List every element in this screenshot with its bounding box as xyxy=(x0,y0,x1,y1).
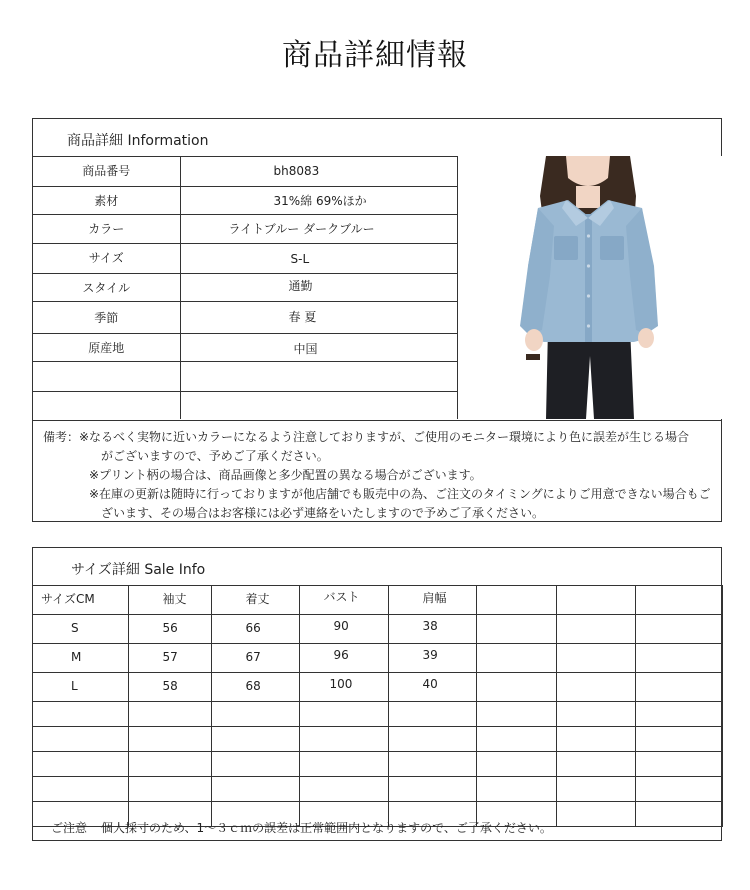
size-cell xyxy=(476,615,556,644)
size-row xyxy=(33,644,722,673)
size-cell: 58 xyxy=(128,673,211,702)
column-header: サイズCM xyxy=(33,585,128,615)
info-label: サイズ xyxy=(33,243,180,273)
info-row xyxy=(33,273,457,301)
info-header-label: 商品詳細 Information xyxy=(67,133,209,149)
info-row xyxy=(33,186,457,214)
size-cell: 39 xyxy=(388,644,476,673)
size-cell xyxy=(635,615,722,644)
product-info-table xyxy=(33,156,458,419)
info-value: S-L xyxy=(180,243,457,273)
size-row-empty xyxy=(33,702,722,727)
info-row xyxy=(33,391,457,419)
size-row xyxy=(33,615,722,644)
page-title: 商品詳細情報 xyxy=(282,38,468,73)
size-header xyxy=(33,548,721,586)
info-label: カラー xyxy=(33,214,180,243)
size-row-empty xyxy=(33,727,722,752)
size-cell: S xyxy=(33,615,128,644)
size-cell xyxy=(635,644,722,673)
info-row xyxy=(33,156,457,186)
size-cell xyxy=(635,673,722,702)
size-header-label: サイズ詳細 Sale Info xyxy=(71,562,206,578)
size-cell: 100 xyxy=(299,673,388,702)
info-row xyxy=(33,301,457,333)
column-header xyxy=(635,585,722,615)
size-cell xyxy=(556,673,635,702)
column-header: バスト xyxy=(299,585,388,615)
remark-line: ※プリント柄の場合は、商品画像と多少配置の異なる場合がございます。 xyxy=(89,468,482,482)
remarks xyxy=(33,420,721,522)
product-photo xyxy=(458,156,722,419)
info-row xyxy=(33,214,457,243)
size-cell: 57 xyxy=(128,644,211,673)
size-row-empty xyxy=(33,752,722,777)
size-row xyxy=(33,673,722,702)
column-header: 着丈 xyxy=(211,585,299,615)
info-value: 中国 xyxy=(180,333,457,361)
size-cell xyxy=(556,615,635,644)
size-table xyxy=(33,585,722,827)
size-cell xyxy=(556,644,635,673)
size-note-text: 個人採寸のため、1～３ｃｍの誤差は正常範囲内となりますので、ご了承ください。 xyxy=(101,821,552,835)
size-cell xyxy=(476,673,556,702)
info-label: 季節 xyxy=(33,301,180,333)
info-value: ライトブルー ダークブルー xyxy=(180,214,457,243)
info-value: 31%綿 69%ほか xyxy=(180,186,457,214)
size-cell: 66 xyxy=(211,615,299,644)
size-header-row xyxy=(33,585,722,615)
size-info-section xyxy=(32,547,722,841)
info-label xyxy=(33,391,180,419)
column-header: 袖丈 xyxy=(128,585,211,615)
size-row-empty xyxy=(33,777,722,802)
remark-line: ざいます、その場合はお客様には必ず連絡をいたしますので予めご了承ください。 xyxy=(101,506,545,520)
info-label: 商品番号 xyxy=(33,156,180,186)
size-cell: 96 xyxy=(299,644,388,673)
size-cell: 90 xyxy=(299,615,388,644)
info-row xyxy=(33,333,457,361)
info-label: 原産地 xyxy=(33,333,180,361)
column-header xyxy=(556,585,635,615)
info-value: bh8083 xyxy=(180,156,457,186)
size-cell xyxy=(476,644,556,673)
info-row xyxy=(33,243,457,273)
size-cell: L xyxy=(33,673,128,702)
remark-line: 備考：※なるべく実物に近いカラーになるよう注意しておりますが、ご使用のモニター環境により色に誤差が生じる場合 xyxy=(43,430,690,444)
info-label: スタイル xyxy=(33,273,180,301)
size-note xyxy=(33,813,721,841)
size-note-prefix: ご注意 xyxy=(51,821,88,835)
size-cell: 67 xyxy=(211,644,299,673)
info-value xyxy=(180,361,457,391)
info-header xyxy=(33,119,721,157)
remark-line: ※在庫の更新は随時に行っておりますが他店舗でも販売中の為、ご注文のタイミングによりご用意できない場合もご xyxy=(89,487,711,501)
info-value: 春 夏 xyxy=(180,301,457,333)
model-denim-shirt-illustration xyxy=(458,156,722,419)
size-cell: 40 xyxy=(388,673,476,702)
info-row xyxy=(33,361,457,391)
product-info-section xyxy=(32,118,722,522)
size-cell: 56 xyxy=(128,615,211,644)
info-value xyxy=(180,391,457,419)
info-label: 素材 xyxy=(33,186,180,214)
remark-line: がございますので、予めご了承ください。 xyxy=(101,449,329,463)
info-value: 通勤 xyxy=(180,273,457,301)
column-header xyxy=(476,585,556,615)
column-header: 肩幅 xyxy=(388,585,476,615)
info-label xyxy=(33,361,180,391)
size-cell: M xyxy=(33,644,128,673)
size-cell: 38 xyxy=(388,615,476,644)
size-cell: 68 xyxy=(211,673,299,702)
